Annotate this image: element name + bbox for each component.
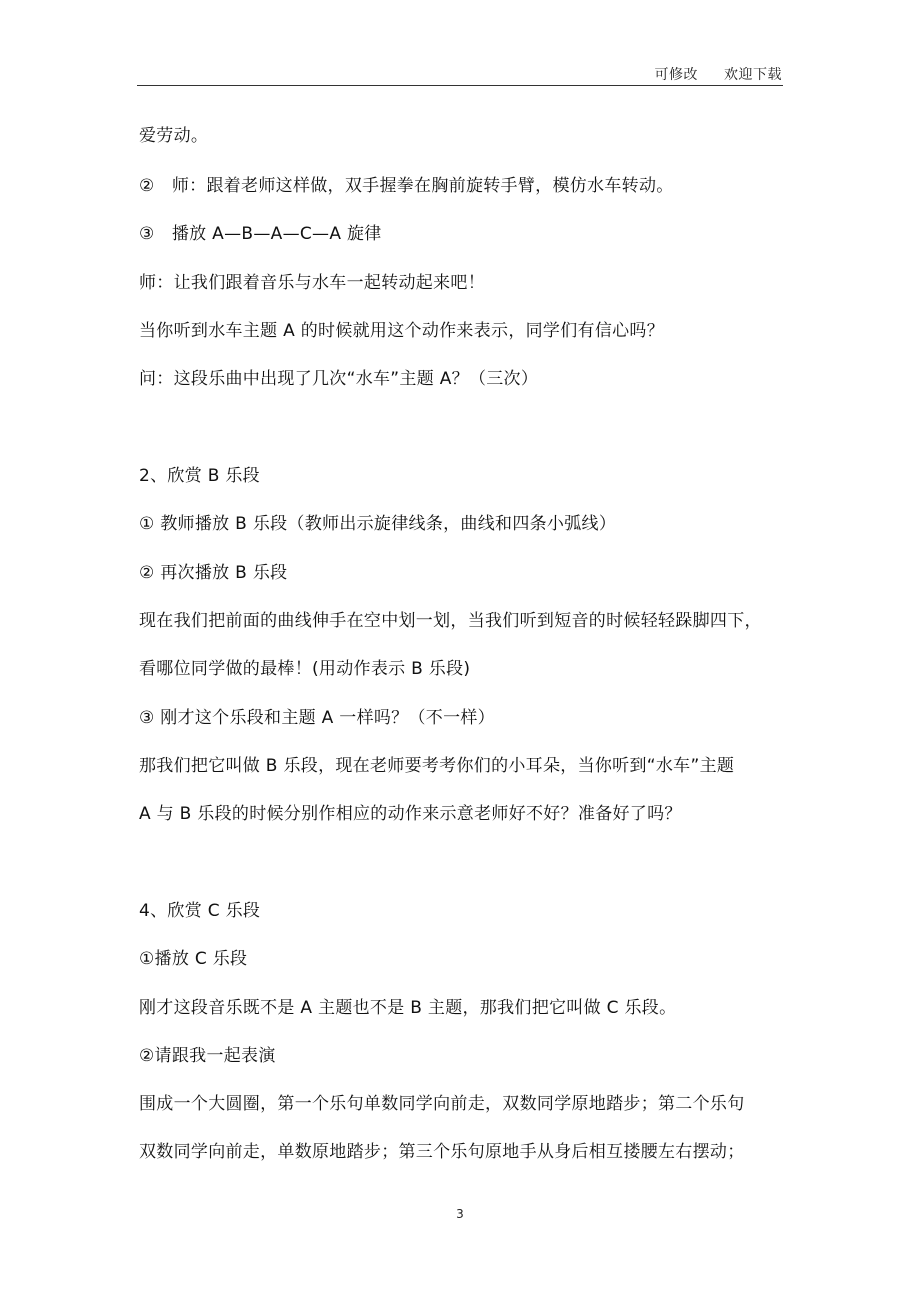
header-divider [137, 85, 783, 86]
body-line: ② 师：跟着老师这样做，双手握拳在胸前旋转手臂，模仿水车转动。 [139, 176, 674, 196]
body-line: 师：让我们跟着音乐与水车一起转动起来吧！ [139, 273, 485, 293]
body-line: 爱劳动。 [139, 126, 209, 146]
body-line: ① 教师播放 B 乐段（教师出示旋律线条，曲线和四条小弧线） [139, 514, 617, 534]
body-line: A 与 B 乐段的时候分别作相应的动作来示意老师好不好？准备好了吗？ [139, 804, 682, 824]
body-line: 刚才这段音乐既不是 A 主题也不是 B 主题，那我们把它叫做 C 乐段。 [139, 998, 677, 1018]
page-number: 3 [456, 1207, 464, 1221]
body-line: ①播放 C 乐段 [139, 949, 248, 969]
body-line: ③ 刚才这个乐段和主题 A 一样吗？（不一样） [139, 708, 495, 728]
section-heading: 4、欣赏 C 乐段 [139, 901, 261, 921]
body-line: 现在我们把前面的曲线伸手在空中划一划，当我们听到短音的时候轻轻跺脚四下， [139, 611, 762, 631]
body-line: 当你听到水车主题 A 的时候就用这个动作来表示，同学们有信心吗？ [139, 321, 665, 341]
body-line: 问：这段乐曲中出现了几次“水车”主题 A？（三次） [139, 369, 539, 389]
body-line: 双数同学向前走，单数原地踏步；第三个乐句原地手从身后相互搂腰左右摆动； [139, 1142, 745, 1162]
body-line: ③ 播放 A—B—A—C—A 旋律 [139, 224, 382, 244]
body-line: 那我们把它叫做 B 乐段，现在老师要考考你们的小耳朵，当你听到“水车”主题 [139, 756, 735, 776]
body-line: ②请跟我一起表演 [139, 1046, 276, 1066]
body-line: 看哪位同学做的最棒！(用动作表示 B 乐段) [139, 659, 471, 679]
body-line: ② 再次播放 B 乐段 [139, 563, 288, 583]
section-heading: 2、欣赏 B 乐段 [139, 466, 260, 486]
page-header [655, 64, 783, 84]
header-download-label: 欢迎下载 [724, 67, 782, 83]
header-editable-label: 可修改 [654, 67, 698, 83]
body-line: 围成一个大圆圈，第一个乐句单数同学向前走，双数同学原地踏步；第二个乐句 [139, 1094, 745, 1114]
